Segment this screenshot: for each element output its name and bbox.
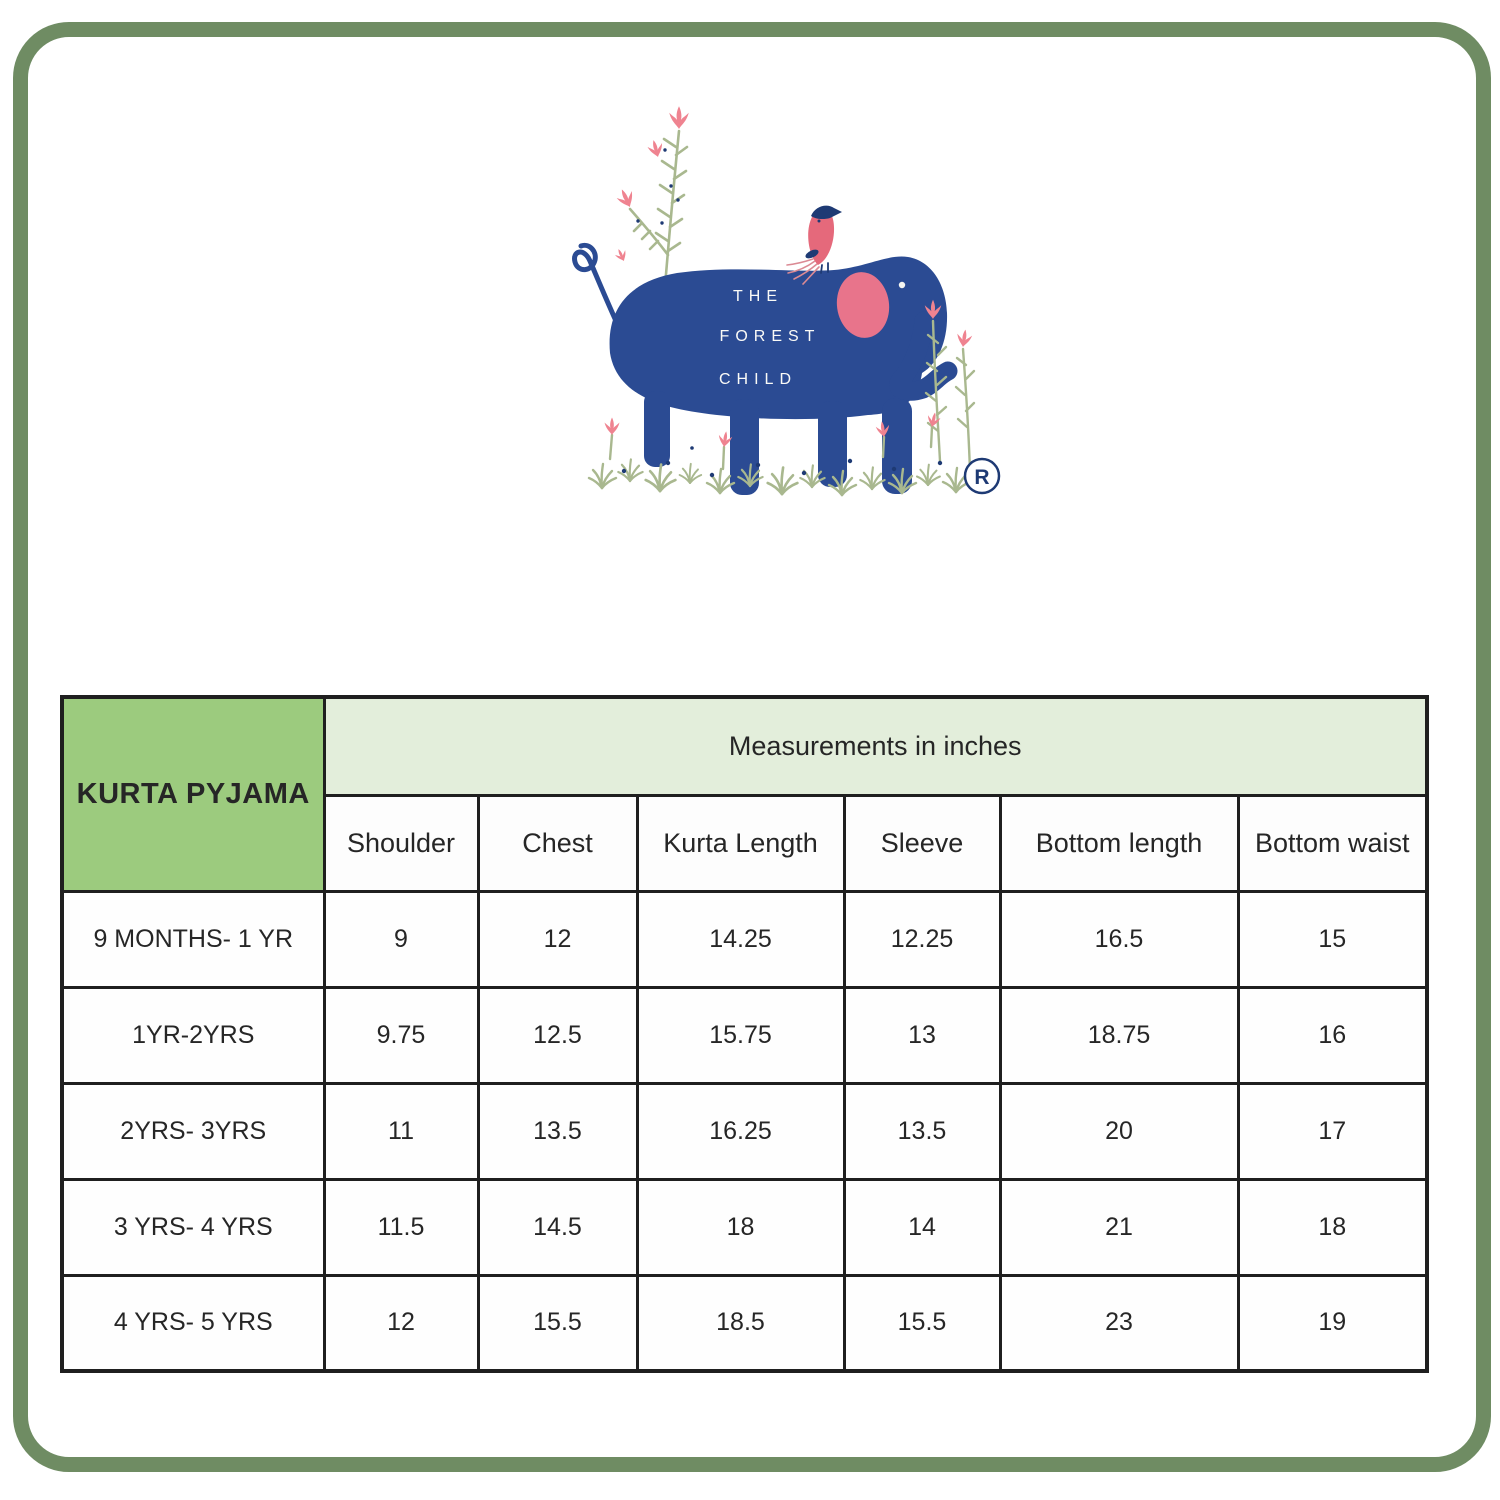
registered-letter: R [974,466,990,489]
size-cell: 9 [324,891,478,987]
bird-eye [818,220,821,223]
measurements-header: Measurements in inches [324,697,1427,795]
size-cell: 14.5 [478,1179,637,1275]
size-cell: 19 [1238,1275,1427,1371]
size-cell: 15.75 [637,987,844,1083]
col-header-bottom-length: Bottom length [1000,795,1238,891]
size-cell: 11 [324,1083,478,1179]
col-header-chest: Chest [478,795,637,891]
size-row [62,1179,1427,1275]
brand-text-line: THE [733,288,783,305]
size-cell: 18.5 [637,1275,844,1371]
size-row [62,987,1427,1083]
brand-logo [572,103,1032,513]
size-cell: 18.75 [1000,987,1238,1083]
brand-logo-illustration [572,103,1032,513]
elephant [575,245,948,495]
registered-trademark [965,459,999,493]
size-cell: 17 [1238,1083,1427,1179]
size-cell: 23 [1000,1275,1238,1371]
size-cell: 12 [478,891,637,987]
size-cell: 9.75 [324,987,478,1083]
bird-head [811,206,842,219]
size-cell: 21 [1000,1179,1238,1275]
col-header-shoulder: Shoulder [324,795,478,891]
col-header-sleeve: Sleeve [844,795,1000,891]
size-cell: 15 [1238,891,1427,987]
size-chart-table [60,695,1429,1373]
size-row-label: 4 YRS- 5 YRS [62,1275,324,1371]
size-row [62,1275,1427,1371]
size-cell: 18 [637,1179,844,1275]
size-cell: 13.5 [844,1083,1000,1179]
table-header-row-1 [62,697,1427,795]
size-cell: 16.25 [637,1083,844,1179]
size-cell: 12.25 [844,891,1000,987]
size-row-label: 2YRS- 3YRS [62,1083,324,1179]
size-cell: 14.25 [637,891,844,987]
size-cell: 20 [1000,1083,1238,1179]
size-cell: 16 [1238,987,1427,1083]
kurta-pyjama-header: KURTA PYJAMA [62,697,324,891]
size-row [62,1083,1427,1179]
brand-text-line: CHILD [718,371,798,388]
size-row [62,891,1427,987]
size-cell: 13 [844,987,1000,1083]
brand-text-line: FOREST [719,328,821,345]
elephant-leg [644,391,670,467]
col-header-bottom-waist: Bottom waist [1238,795,1427,891]
grass-seeds [622,446,972,477]
size-cell: 13.5 [478,1083,637,1179]
size-cell: 15.5 [844,1275,1000,1371]
elephant-tail-icon [575,245,616,321]
size-cell: 16.5 [1000,891,1238,987]
size-cell: 12.5 [478,987,637,1083]
size-cell: 15.5 [478,1275,637,1371]
col-header-kurta-length: Kurta Length [637,795,844,891]
size-row-label: 3 YRS- 4 YRS [62,1179,324,1275]
size-cell: 18 [1238,1179,1427,1275]
size-row-label: 9 MONTHS- 1 YR [62,891,324,987]
size-cell: 11.5 [324,1179,478,1275]
size-cell: 12 [324,1275,478,1371]
size-cell: 14 [844,1179,1000,1275]
size-row-label: 1YR-2YRS [62,987,324,1083]
elephant-eye [899,282,905,288]
